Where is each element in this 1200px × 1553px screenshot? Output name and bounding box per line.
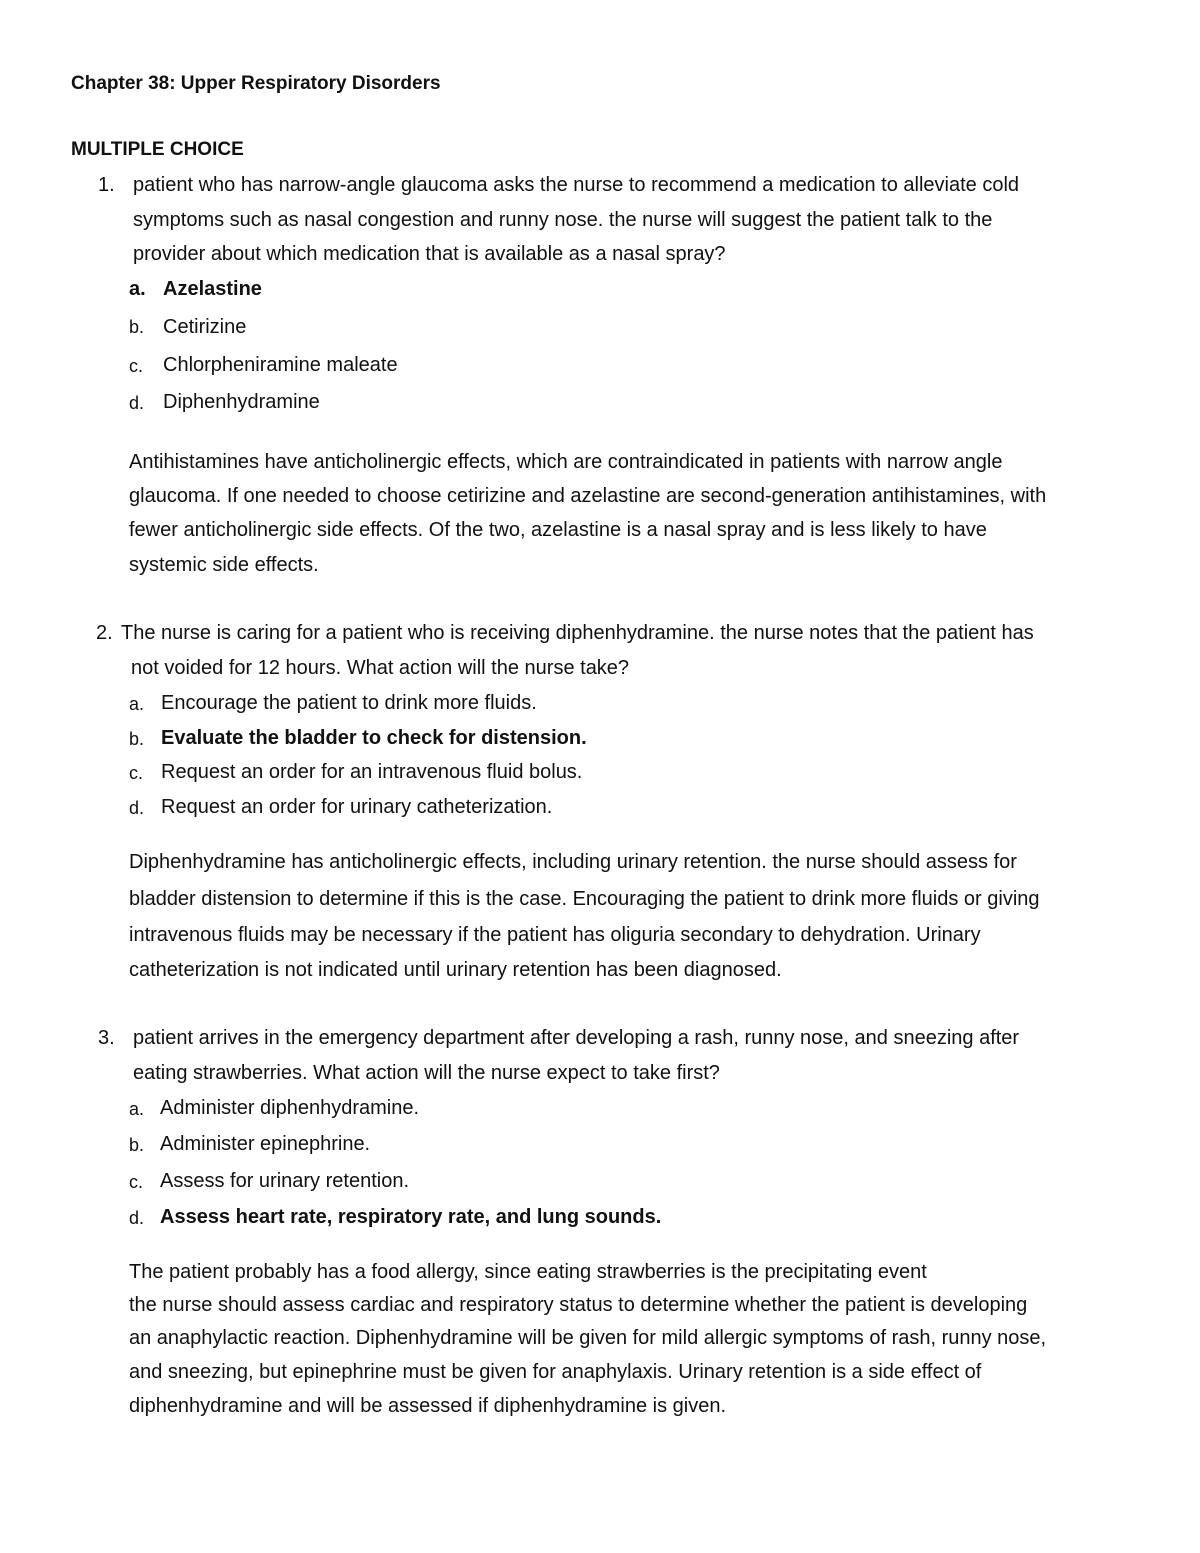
- rationale-line: catheterization is not indicated until urinary retention has been diagnosed.: [129, 959, 782, 981]
- option-letter: d.: [129, 393, 145, 413]
- option-letter: d.: [129, 1208, 145, 1228]
- rationale-line: intravenous fluids may be necessary if the patient has oliguria secondary to dehydration. Urinary: [129, 924, 981, 946]
- option-correct: Azelastine: [163, 278, 262, 300]
- option-letter: c.: [129, 763, 144, 783]
- rationale-line: diphenhydramine and will be assessed if diphenhydramine is given.: [129, 1395, 727, 1417]
- option-text: Cetirizine: [163, 316, 247, 338]
- question-stem-line: patient who has narrow-angle glaucoma asks the nurse to recommend a medication to alleviate cold: [133, 174, 1020, 196]
- question-stem-line: provider about which medication that is available as a nasal spray?: [133, 243, 726, 265]
- rationale-line: and sneezing, but epinephrine must be given for anaphylaxis. Urinary retention is a side effect of: [129, 1361, 982, 1383]
- question-stem-line: eating strawberries. What action will the nurse expect to take first?: [133, 1062, 720, 1084]
- option-letter: b.: [129, 729, 145, 749]
- question-number: 2.: [96, 622, 113, 644]
- option-letter: a.: [129, 278, 146, 300]
- rationale-line: Diphenhydramine has anticholinergic effects, including urinary retention. the nurse should assess for: [129, 851, 1017, 873]
- rationale-line: an anaphylactic reaction. Diphenhydramine will be given for mild allergic symptoms of rash, runny nose,: [129, 1327, 1047, 1349]
- option-text: Administer epinephrine.: [160, 1133, 371, 1155]
- page-title: Chapter 38: Upper Respiratory Disorders: [71, 73, 441, 94]
- section-heading: MULTIPLE CHOICE: [71, 139, 244, 160]
- option-letter: d.: [129, 798, 145, 818]
- rationale-line: bladder distension to determine if this is the case. Encouraging the patient to drink more fluids or giving: [129, 888, 1040, 910]
- option-letter: a.: [129, 694, 145, 714]
- option-text: Request an order for urinary catheterization.: [161, 796, 553, 818]
- option-text: Chlorpheniramine maleate: [163, 354, 398, 376]
- rationale-line: systemic side effects.: [129, 554, 319, 576]
- rationale-line: the nurse should assess cardiac and respiratory status to determine whether the patient is developing: [129, 1294, 1028, 1316]
- rationale-line: Antihistamines have anticholinergic effects, which are contraindicated in patients with narrow angle: [129, 451, 1003, 473]
- question-number: 3.: [98, 1027, 115, 1049]
- rationale-line: glaucoma. If one needed to choose cetirizine and azelastine are second-generation antihistamines, with: [129, 485, 1047, 507]
- option-letter: b.: [129, 1135, 145, 1155]
- question-stem-line: The nurse is caring for a patient who is receiving diphenhydramine. the nurse notes that the patient has: [121, 622, 1034, 644]
- rationale-line: fewer anticholinergic side effects. Of the two, azelastine is a nasal spray and is less likely to have: [129, 519, 987, 541]
- option-text: Diphenhydramine: [163, 391, 320, 413]
- option-letter: b.: [129, 317, 145, 337]
- option-letter: c.: [129, 356, 144, 376]
- rationale-line: The patient probably has a food allergy, since eating strawberries is the precipitating event: [129, 1261, 927, 1283]
- option-text: Encourage the patient to drink more fluids.: [161, 692, 537, 714]
- question-number: 1.: [98, 174, 115, 196]
- option-text: Administer diphenhydramine.: [160, 1097, 420, 1119]
- question-stem-line: symptoms such as nasal congestion and runny nose. the nurse will suggest the patient talk to the: [133, 209, 993, 231]
- option-text: Assess for urinary retention.: [160, 1170, 409, 1192]
- option-letter: c.: [129, 1172, 144, 1192]
- question-stem-line: patient arrives in the emergency department after developing a rash, runny nose, and sneezing after: [133, 1027, 1020, 1049]
- option-text: Request an order for an intravenous fluid bolus.: [161, 761, 583, 783]
- question-stem-line: not voided for 12 hours. What action will the nurse take?: [131, 657, 630, 679]
- option-correct: Evaluate the bladder to check for distension.: [161, 727, 587, 749]
- option-correct: Assess heart rate, respiratory rate, and lung sounds.: [160, 1206, 662, 1228]
- option-letter: a.: [129, 1099, 145, 1119]
